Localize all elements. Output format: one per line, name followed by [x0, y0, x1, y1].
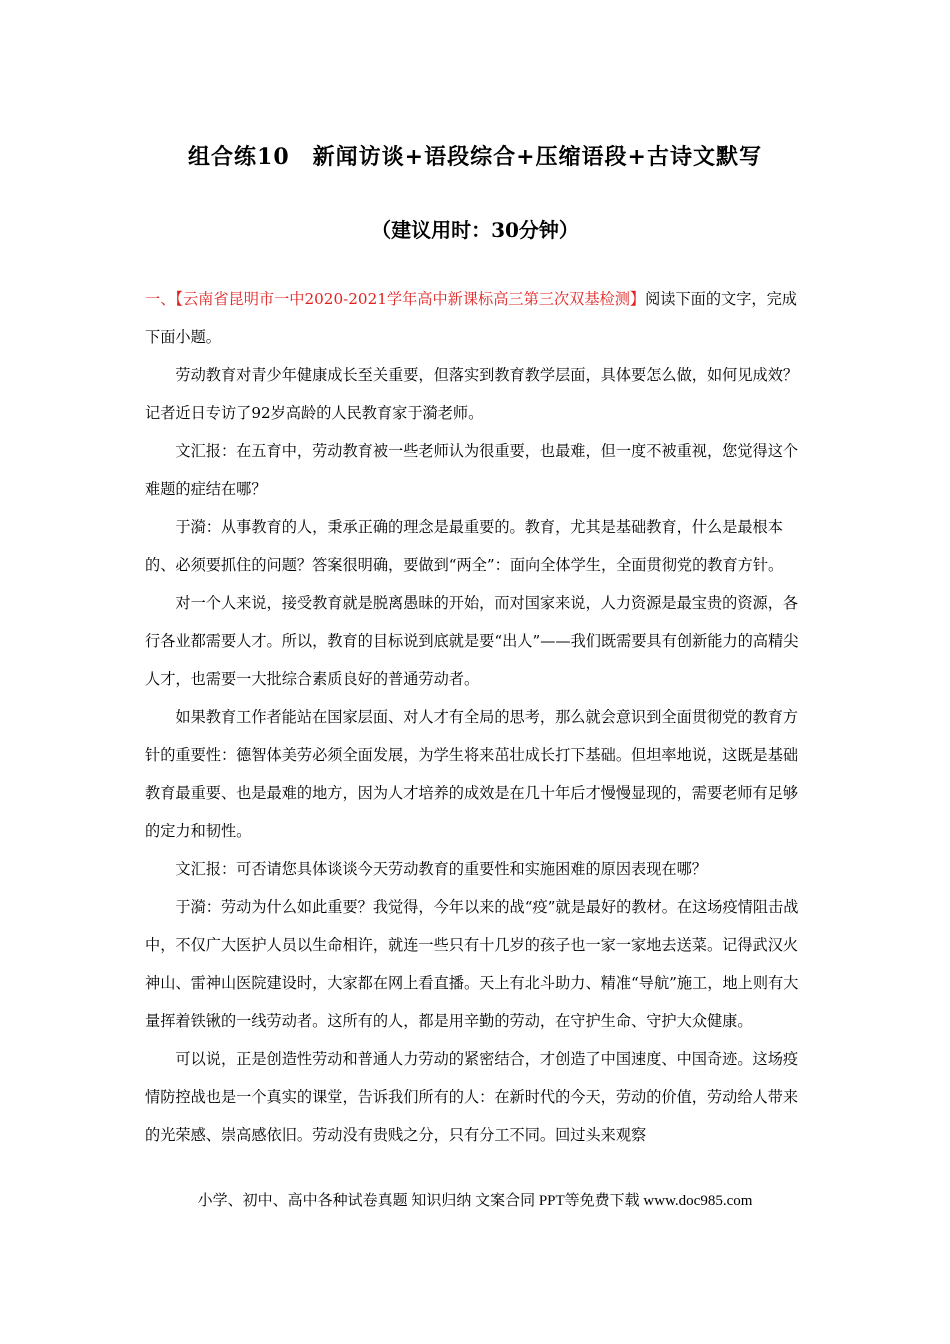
page-subtitle: （建议用时：30分钟）: [371, 218, 579, 242]
question-number: 一、: [145, 290, 176, 308]
page-footer: 小学、初中、高中各种试卷真题 知识归纳 文案合同 PPT等免费下载 www.doc985.com: [197, 1193, 753, 1209]
paragraph: 于漪：从事教育的人，秉承正确的理念是最重要的。教育，尤其是基础教育，什么是最根本的、必须要抓住的问题？答案很明确，要做到“两全”：面向全体学生，全面贯彻党的教育方针。: [145, 518, 784, 574]
paragraph: 于漪：劳动为什么如此重要？我觉得，今年以来的战“疫”就是最好的教材。在这场疫情阻击战中，不仅广大医护人员以生命相许，就连一些只有十几岁的孩子也一家一家地去送菜。记得武汉火神山、雷神山医院建设时，大家都在网上看直播。天上有北斗助力、精准“导航”施工，地上则有大量挥着铁锹的一线劳动者。这所有的人，都是用辛勤的劳动，在守护生命、守护大众健康。: [145, 898, 799, 1030]
paragraph: 文汇报：在五育中，劳动教育被一些老师认为很重要，也最难，但一度不被重视，您觉得这个难题的症结在哪？: [145, 442, 799, 498]
paragraph: 对一个人来说，接受教育就是脱离愚昧的开始，而对国家来说，人力资源是最宝贵的资源，各行各业都需要人才。所以，教育的目标说到底就是要“出人”——我们既需要具有创新能力的高精尖人才，也需要一大批综合素质良好的普通劳动者。: [145, 594, 799, 688]
paragraph: 如果教育工作者能站在国家层面、对人才有全局的思考，那么就会意识到全面贯彻党的教育方针的重要性：德智体美劳必须全面发展，为学生将来茁壮成长打下基础。但坦率地说，这既是基础教育最重要、也是最难的地方，因为人才培养的成效是在几十年后才慢慢显现的，需要老师有足够的定力和韧性。: [145, 708, 799, 840]
question-instruction: 阅读下面的文字，完成下面小题。: [145, 290, 797, 346]
question-heading: [145, 280, 807, 356]
paragraph: 可以说，正是创造性劳动和普通人力劳动的紧密结合，才创造了中国速度、中国奇迹。这场疫情防控战也是一个真实的课堂，告诉我们所有的人：在新时代的今天，劳动的价值，劳动给人带来的光荣感、崇高感依旧。劳动没有贵贱之分，只有分工不同。回过头来观察: [145, 1050, 799, 1144]
question-source: 【云南省昆明市一中2020-2021学年高中新课标高三第三次双基检测】: [175, 290, 646, 308]
document-body: [145, 280, 807, 1154]
paragraph: 文汇报：可否请您具体谈谈今天劳动教育的重要性和实施困难的原因表现在哪？: [175, 860, 707, 878]
paragraph: 劳动教育对青少年健康成长至关重要，但落实到教育教学层面，具体要怎么做，如何见成效？记者近日专访了92岁高龄的人民教育家于漪老师。: [145, 366, 799, 422]
page-title: 组合练10 新闻访谈+语段综合+压缩语段+古诗文默写: [188, 144, 762, 170]
